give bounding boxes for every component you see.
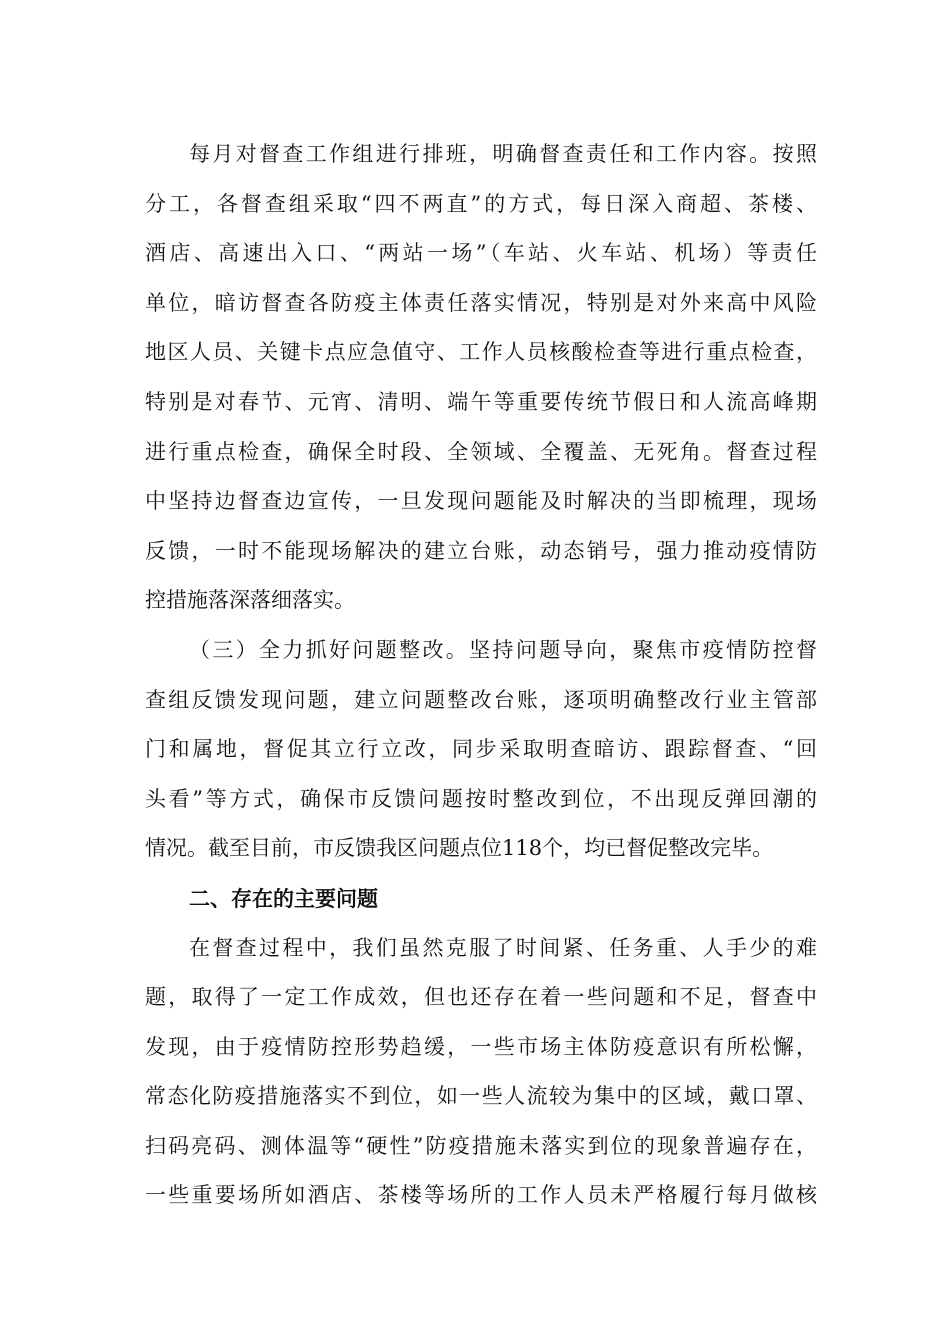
paragraph-3-line-4: 常态化防疫措施落实不到位，如一些人流较为集中的区域，戴口罩、 [145,1084,817,1109]
paragraph-3-line-5: 扫码亮码、测体温等“硬性”防疫措施未落实到位的现象普遍存在， [145,1133,817,1158]
paragraph-1-line-10: 控措施落深落细落实。 [145,588,355,613]
paragraph-1-line-8: 中坚持边督查边宣传，一旦发现问题能及时解决的当即梳理，现场 [145,489,817,514]
paragraph-2-line-1: （三）全力抓好问题整改。坚持问题导向，聚焦市疫情防控督 [189,637,817,662]
paragraph-3-line-2: 题，取得了一定工作成效，但也还存在着一些问题和不足，督查中 [145,985,817,1010]
section-heading: 二、存在的主要问题 [189,885,378,911]
paragraph-2-line-4: 头看”等方式，确保市反馈问题按时整改到位，不出现反弹回潮的 [145,786,817,811]
paragraph-1-line-6: 特别是对春节、元宵、清明、端午等重要传统节假日和人流高峰期 [145,389,817,414]
paragraph-1-line-3: 酒店、高速出入口、“两站一场”（车站、火车站、机场）等责任 [145,241,817,266]
paragraph-1-line-2: 分工，各督查组采取“四不两直”的方式，每日深入商超、茶楼、 [145,191,817,216]
paragraph-1-line-5: 地区人员、关键卡点应急值守、工作人员核酸检查等进行重点检查， [145,340,817,365]
document-body [145,130,817,1221]
paragraph-1-line-9: 反馈，一时不能现场解决的建立台账，动态销号，强力推动疫情防 [145,538,817,563]
paragraph-3-line-6: 一些重要场所如酒店、茶楼等场所的工作人员未严格履行每月做核 [145,1183,817,1208]
paragraph-2-line-3: 门和属地，督促其立行立改，同步采取明查暗访、跟踪督查、“回 [145,737,817,762]
paragraph-3-line-1: 在督查过程中，我们虽然克服了时间紧、任务重、人手少的难 [189,935,817,960]
paragraph-3-line-3: 发现，由于疫情防控形势趋缓，一些市场主体防疫意识有所松懈， [145,1034,817,1059]
paragraph-1-line-4: 单位，暗访督查各防疫主体责任落实情况，特别是对外来高中风险 [145,290,817,315]
paragraph-2-line-2: 查组反馈发现问题，建立问题整改台账，逐项明确整改行业主管部 [145,687,817,712]
paragraph-2-line-5: 情况。截至目前，市反馈我区问题点位118个，均已督促整改完毕。 [145,836,774,861]
paragraph-1-line-7: 进行重点检查，确保全时段、全领域、全覆盖、无死角。督查过程 [145,439,817,464]
paragraph-1-line-1: 每月对督查工作组进行排班，明确督查责任和工作内容。按照 [189,142,817,166]
